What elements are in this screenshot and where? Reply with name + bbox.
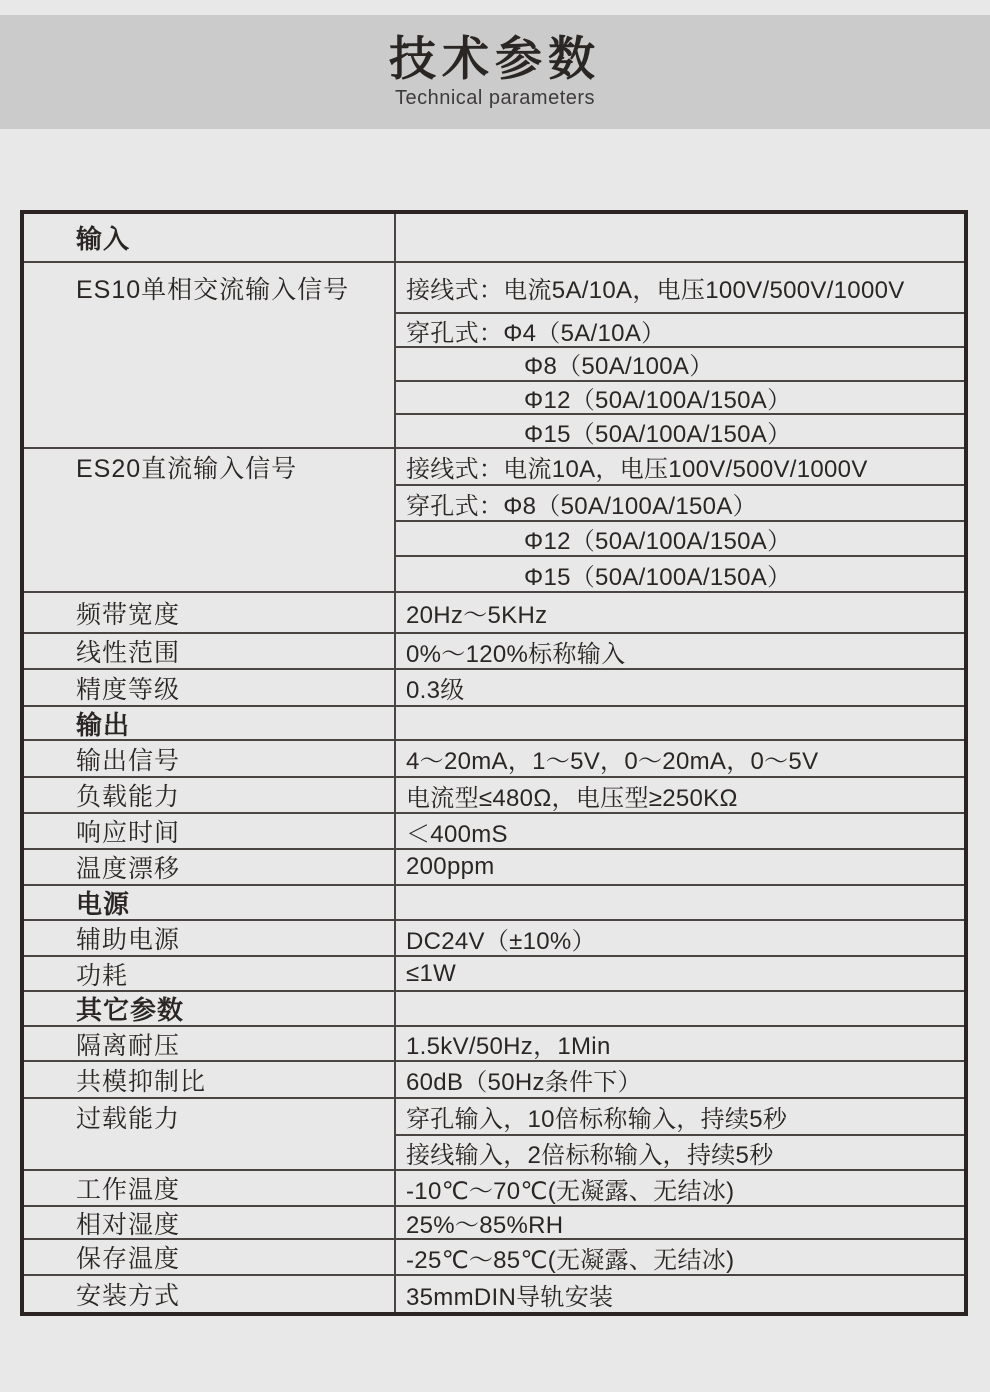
param-label: 频带宽度 bbox=[76, 600, 181, 629]
param-value-cell bbox=[396, 1276, 964, 1312]
param-label: 线性范围 bbox=[76, 639, 181, 667]
param-name-cell bbox=[24, 814, 396, 848]
table-row bbox=[24, 848, 964, 884]
param-name-cell bbox=[24, 850, 396, 884]
param-value-cell bbox=[396, 814, 964, 848]
param-name-cell bbox=[24, 263, 396, 447]
param-value-cell bbox=[396, 1062, 964, 1097]
parameters-table bbox=[20, 210, 968, 1316]
table-row bbox=[24, 1025, 964, 1060]
param-name-cell bbox=[24, 1027, 396, 1060]
table-row bbox=[24, 1238, 964, 1274]
param-value: 4～20mA，1～5V，0～20mA，0～5V bbox=[406, 748, 819, 775]
param-value-row bbox=[396, 1134, 964, 1169]
table-row bbox=[24, 812, 964, 848]
param-name-cell bbox=[24, 992, 396, 1025]
param-label: 相对湿度 bbox=[76, 1210, 181, 1239]
page-title: 技术参数 bbox=[389, 32, 601, 86]
param-value-cell bbox=[396, 886, 964, 919]
param-value: 接线输入，2倍标称输入，持续5秒 bbox=[406, 1141, 774, 1169]
param-label: 响应时间 bbox=[76, 819, 181, 847]
param-value-stack bbox=[396, 263, 964, 447]
param-name-cell bbox=[24, 1276, 396, 1312]
param-value-stack bbox=[396, 1099, 964, 1169]
param-value-cell bbox=[396, 741, 964, 776]
param-label: 工作温度 bbox=[76, 1176, 181, 1204]
param-value-cell bbox=[396, 850, 964, 884]
param-value: ＜400mS bbox=[406, 820, 508, 848]
param-value-cell bbox=[396, 1240, 964, 1274]
param-value-row bbox=[396, 380, 964, 414]
param-name-cell bbox=[24, 921, 396, 955]
param-name-cell bbox=[24, 957, 396, 990]
param-label: ES10单相交流输入信号 bbox=[76, 276, 350, 304]
param-value-cell bbox=[396, 634, 964, 668]
table-row bbox=[24, 1205, 964, 1238]
param-value: ≤1W bbox=[406, 959, 457, 987]
param-name-cell bbox=[24, 741, 396, 776]
param-value: Φ12（50A/100A/150A） bbox=[524, 528, 792, 556]
param-label: 功耗 bbox=[76, 961, 129, 990]
param-value-cell bbox=[396, 1207, 964, 1238]
param-value: 35mmDIN导轨安装 bbox=[406, 1283, 614, 1311]
param-value-cell bbox=[396, 921, 964, 955]
table-row bbox=[24, 447, 964, 591]
section-row bbox=[24, 214, 964, 261]
param-name-cell bbox=[24, 1062, 396, 1097]
param-value: Φ12（50A/100A/150A） bbox=[524, 387, 792, 414]
table-row bbox=[24, 261, 964, 447]
param-value: 60dB（50Hz条件下） bbox=[406, 1069, 642, 1096]
param-value: 穿孔式：Φ4（5A/10A） bbox=[406, 319, 666, 347]
table-row bbox=[24, 591, 964, 632]
param-value-cell bbox=[396, 670, 964, 705]
table-row bbox=[24, 1274, 964, 1312]
param-value: 1.5kV/50Hz，1Min bbox=[406, 1033, 611, 1060]
table-row bbox=[24, 1097, 964, 1169]
param-value: 200ppm bbox=[406, 853, 495, 880]
param-value-row bbox=[396, 449, 964, 484]
param-value-row bbox=[396, 413, 964, 447]
param-value: 电流型≤480Ω，电压型≥250KΩ bbox=[406, 784, 738, 812]
param-value-cell bbox=[396, 957, 964, 990]
param-label: 保存温度 bbox=[76, 1245, 181, 1273]
param-label: 精度等级 bbox=[76, 675, 181, 704]
section-row bbox=[24, 705, 964, 739]
param-value: 25%～85%RH bbox=[406, 1212, 564, 1238]
param-value-cell bbox=[396, 992, 964, 1025]
param-name-cell bbox=[24, 707, 396, 739]
param-value-cell bbox=[396, 707, 964, 739]
param-value: 20Hz～5KHz bbox=[406, 602, 548, 629]
param-name-cell bbox=[24, 886, 396, 919]
page-subtitle: Technical parameters bbox=[394, 86, 596, 109]
param-label: 输出信号 bbox=[76, 746, 181, 775]
param-value: 接线式：电流5A/10A，电压100V/500V/1000V bbox=[406, 277, 905, 305]
param-value: Φ15（50A/100A/150A） bbox=[524, 420, 792, 447]
param-label: 隔离耐压 bbox=[76, 1031, 181, 1060]
param-value-cell bbox=[396, 778, 964, 812]
param-value: -25℃～85℃(无凝露、无结冰) bbox=[406, 1246, 735, 1274]
param-value-cell bbox=[396, 1027, 964, 1060]
param-value: Φ8（50A/100A） bbox=[524, 353, 714, 380]
param-value: 穿孔式：Φ8（50A/100A/150A） bbox=[406, 492, 757, 520]
param-value: DC24V（±10%） bbox=[406, 927, 596, 955]
param-value-row bbox=[396, 263, 964, 312]
param-value-row bbox=[396, 484, 964, 520]
table-row bbox=[24, 919, 964, 955]
param-name-cell bbox=[24, 593, 396, 632]
table-row bbox=[24, 668, 964, 705]
param-name-cell bbox=[24, 1099, 396, 1169]
table-row bbox=[24, 1169, 964, 1205]
param-value-row bbox=[396, 312, 964, 346]
param-value: -10℃～70℃(无凝露、无结冰) bbox=[406, 1177, 735, 1205]
table-row bbox=[24, 1060, 964, 1097]
param-name-cell bbox=[24, 214, 396, 261]
section-label: 电源 bbox=[76, 889, 131, 919]
param-label: 过载能力 bbox=[76, 1105, 181, 1133]
section-row bbox=[24, 990, 964, 1025]
param-value: 接线式：电流10A，电压100V/500V/1000V bbox=[406, 456, 868, 484]
param-value-row bbox=[396, 520, 964, 556]
table-row bbox=[24, 739, 964, 776]
param-value-row bbox=[396, 555, 964, 591]
section-label: 输入 bbox=[76, 224, 131, 254]
param-name-cell bbox=[24, 1171, 396, 1205]
param-label: ES20直流输入信号 bbox=[76, 455, 298, 483]
section-row bbox=[24, 884, 964, 919]
param-value-row bbox=[396, 346, 964, 380]
param-value-row bbox=[396, 1099, 964, 1134]
section-label: 其它参数 bbox=[76, 995, 185, 1025]
param-value: 0%～120%标称输入 bbox=[406, 640, 626, 668]
param-value-cell bbox=[396, 1171, 964, 1205]
param-label: 共模抑制比 bbox=[76, 1067, 207, 1096]
param-value-stack bbox=[396, 449, 964, 591]
param-value-cell bbox=[396, 214, 964, 261]
param-label: 温度漂移 bbox=[76, 855, 181, 883]
param-value: 穿孔输入，10倍标称输入，持续5秒 bbox=[406, 1105, 788, 1133]
param-name-cell bbox=[24, 449, 396, 591]
param-value: 0.3级 bbox=[406, 677, 465, 704]
table-row bbox=[24, 776, 964, 812]
param-label: 辅助电源 bbox=[76, 926, 181, 954]
param-name-cell bbox=[24, 1240, 396, 1274]
param-value-cell bbox=[396, 593, 964, 632]
section-label: 输出 bbox=[76, 709, 131, 740]
param-value: Φ15（50A/100A/150A） bbox=[524, 563, 792, 591]
param-label: 安装方式 bbox=[76, 1282, 181, 1310]
table-row bbox=[24, 632, 964, 668]
title-banner bbox=[0, 15, 990, 129]
param-name-cell bbox=[24, 670, 396, 705]
param-label: 负载能力 bbox=[76, 783, 181, 811]
param-name-cell bbox=[24, 1207, 396, 1238]
table-row bbox=[24, 955, 964, 990]
param-name-cell bbox=[24, 634, 396, 668]
param-name-cell bbox=[24, 778, 396, 812]
